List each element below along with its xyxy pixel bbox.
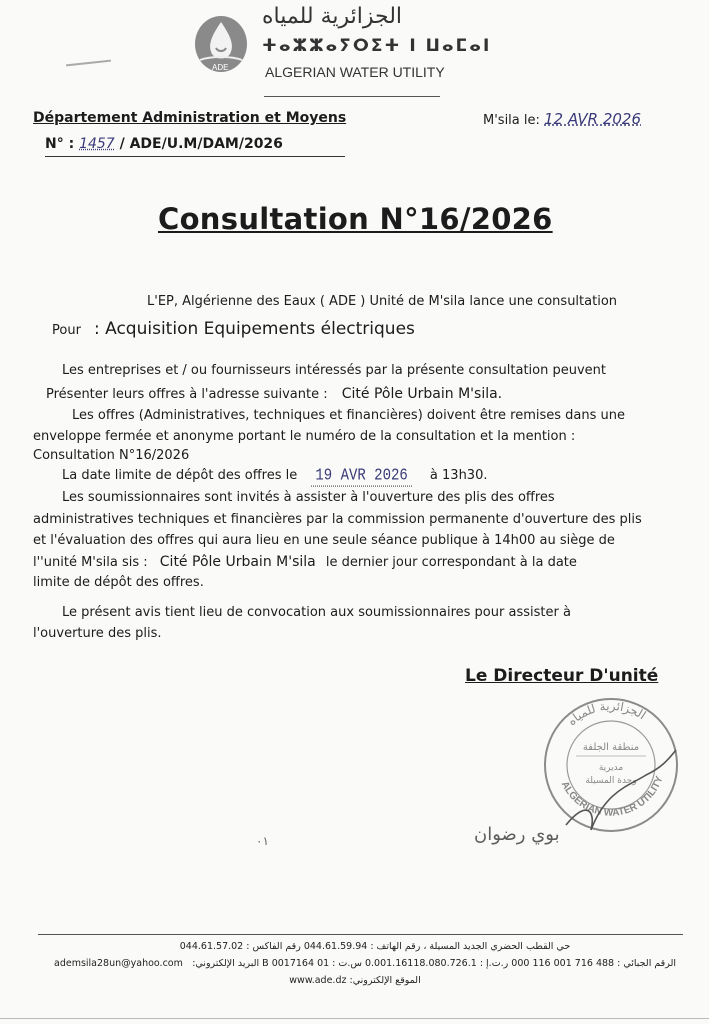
signer-title: Le Directeur D'unité [465,666,659,686]
object-label: Pour [52,323,81,338]
p2-line3: Consultation N°16/2026 [33,448,190,463]
org-name-arabic: الجزائرية للمياه [262,4,403,29]
seal-bottom-text: ALGERIAN WATER UTILITY [558,774,666,819]
reference-number [45,136,283,152]
p4-line2: administratives techniques et financières par la commission permanente d'ouverture des plis [33,512,642,527]
p1-address-label: Présenter leurs offres à l'adresse suivante : [46,387,328,402]
footer-divider [38,934,683,935]
p1-line1: Les entreprises et / ou fournisseurs intéressés par la présente consultation peuvent [62,363,607,378]
document-title: Consultation N°16/2026 [158,202,553,236]
footer-website[interactable]: الموقع الإلكتروني: www.ade.dz [289,975,421,986]
margin-mark: ۰۱ [256,834,269,848]
p2-line1: Les offres (Administratives, techniques et financières) doivent être remises dans une [72,408,626,423]
ref-label: N° : [45,136,75,152]
intro-line: L'EP, Algérienne des Eaux ( ADE ) Unité de M'sila lance une consultation [147,294,618,309]
seal-line1: منطقة الجلفة [582,742,640,753]
p5-line1: Le présent avis tient lieu de convocation aux soumissionnaires pour assister à [62,605,571,620]
page-bottom-edge [0,1018,709,1019]
deadline-time: à 13h30. [429,468,488,483]
scan-artifact [66,60,111,67]
city-label: M'sila le: [483,113,540,128]
p2-line2: enveloppe fermée et anonyme portant le numéro de la consultation et la mention : [33,429,576,444]
p5-line2: l'ouverture des plis. [33,626,162,641]
header-divider [264,96,440,97]
seal-line3: وحدة المسيلة [585,776,637,786]
footer-email[interactable]: ademsila28un@yahoo.com [54,958,183,969]
official-seal-icon [536,690,686,840]
handwritten-date: 12 AVR 2026 [544,110,642,128]
p4-line3: et l'évaluation des offres qui aura lieu en une seule séance publique à 14h00 au siège de [33,533,615,548]
p4-site-label: l''unité M'sila sis : [33,555,148,570]
p4-site-value: Cité Pôle Urbain M'sila [159,554,316,570]
p4-line5: limite de dépôt des offres. [33,575,204,590]
p4-line4-end: le dernier jour correspondant à la date [325,555,577,570]
deadline-label: La date limite de dépôt des offres le [62,468,298,483]
ref-suffix: / ADE/U.M/DAM/2026 [119,136,283,152]
logo-text: ADE [212,63,229,72]
department-name: Département Administration et Moyens [33,110,347,126]
city-date [483,110,641,128]
footer-fiscal-line: الرقم الجبائي : 488 716 001 116 000 ر.ت.إ : 0.001.16118.080.726.1 س.ت : 01 B 0017164 البريد الإلكتروني: [192,958,676,969]
ref-underline [45,156,345,157]
signatory-handwritten-name: بوي رضوان [474,824,560,845]
object-value: : Acquisition Equipements électriques [94,319,415,339]
deadline-date-stamp: 19 AVR 2026 [311,466,411,486]
p4-line1: Les soumissionnaires sont invités à assister à l'ouverture des plis des offres [62,490,555,505]
org-name-english: ALGERIAN WATER UTILITY [265,64,445,80]
footer-address-line: حي القطب الحضري الجديد المسيلة ، رقم الهاتف : 044.61.59.94 رقم الفاكس : 044.61.57.02 [179,941,571,952]
seal-top-text: الجزائرية للمياه [564,698,649,729]
p1-address-value: Cité Pôle Urbain M'sila. [341,386,503,402]
p1-line2 [46,386,502,402]
org-name-tifinagh: ⵜⴰⵣⵣⴰⵢⵔⵉⵜ ⵏ ⵡⴰⵎⴰⵏ [262,36,492,56]
seal-line2: مديرية [598,763,624,773]
p4-line4 [33,554,577,570]
ade-logo-icon [190,12,252,74]
ref-handwritten-number: 1457 [79,136,115,152]
p3-line [62,468,487,485]
